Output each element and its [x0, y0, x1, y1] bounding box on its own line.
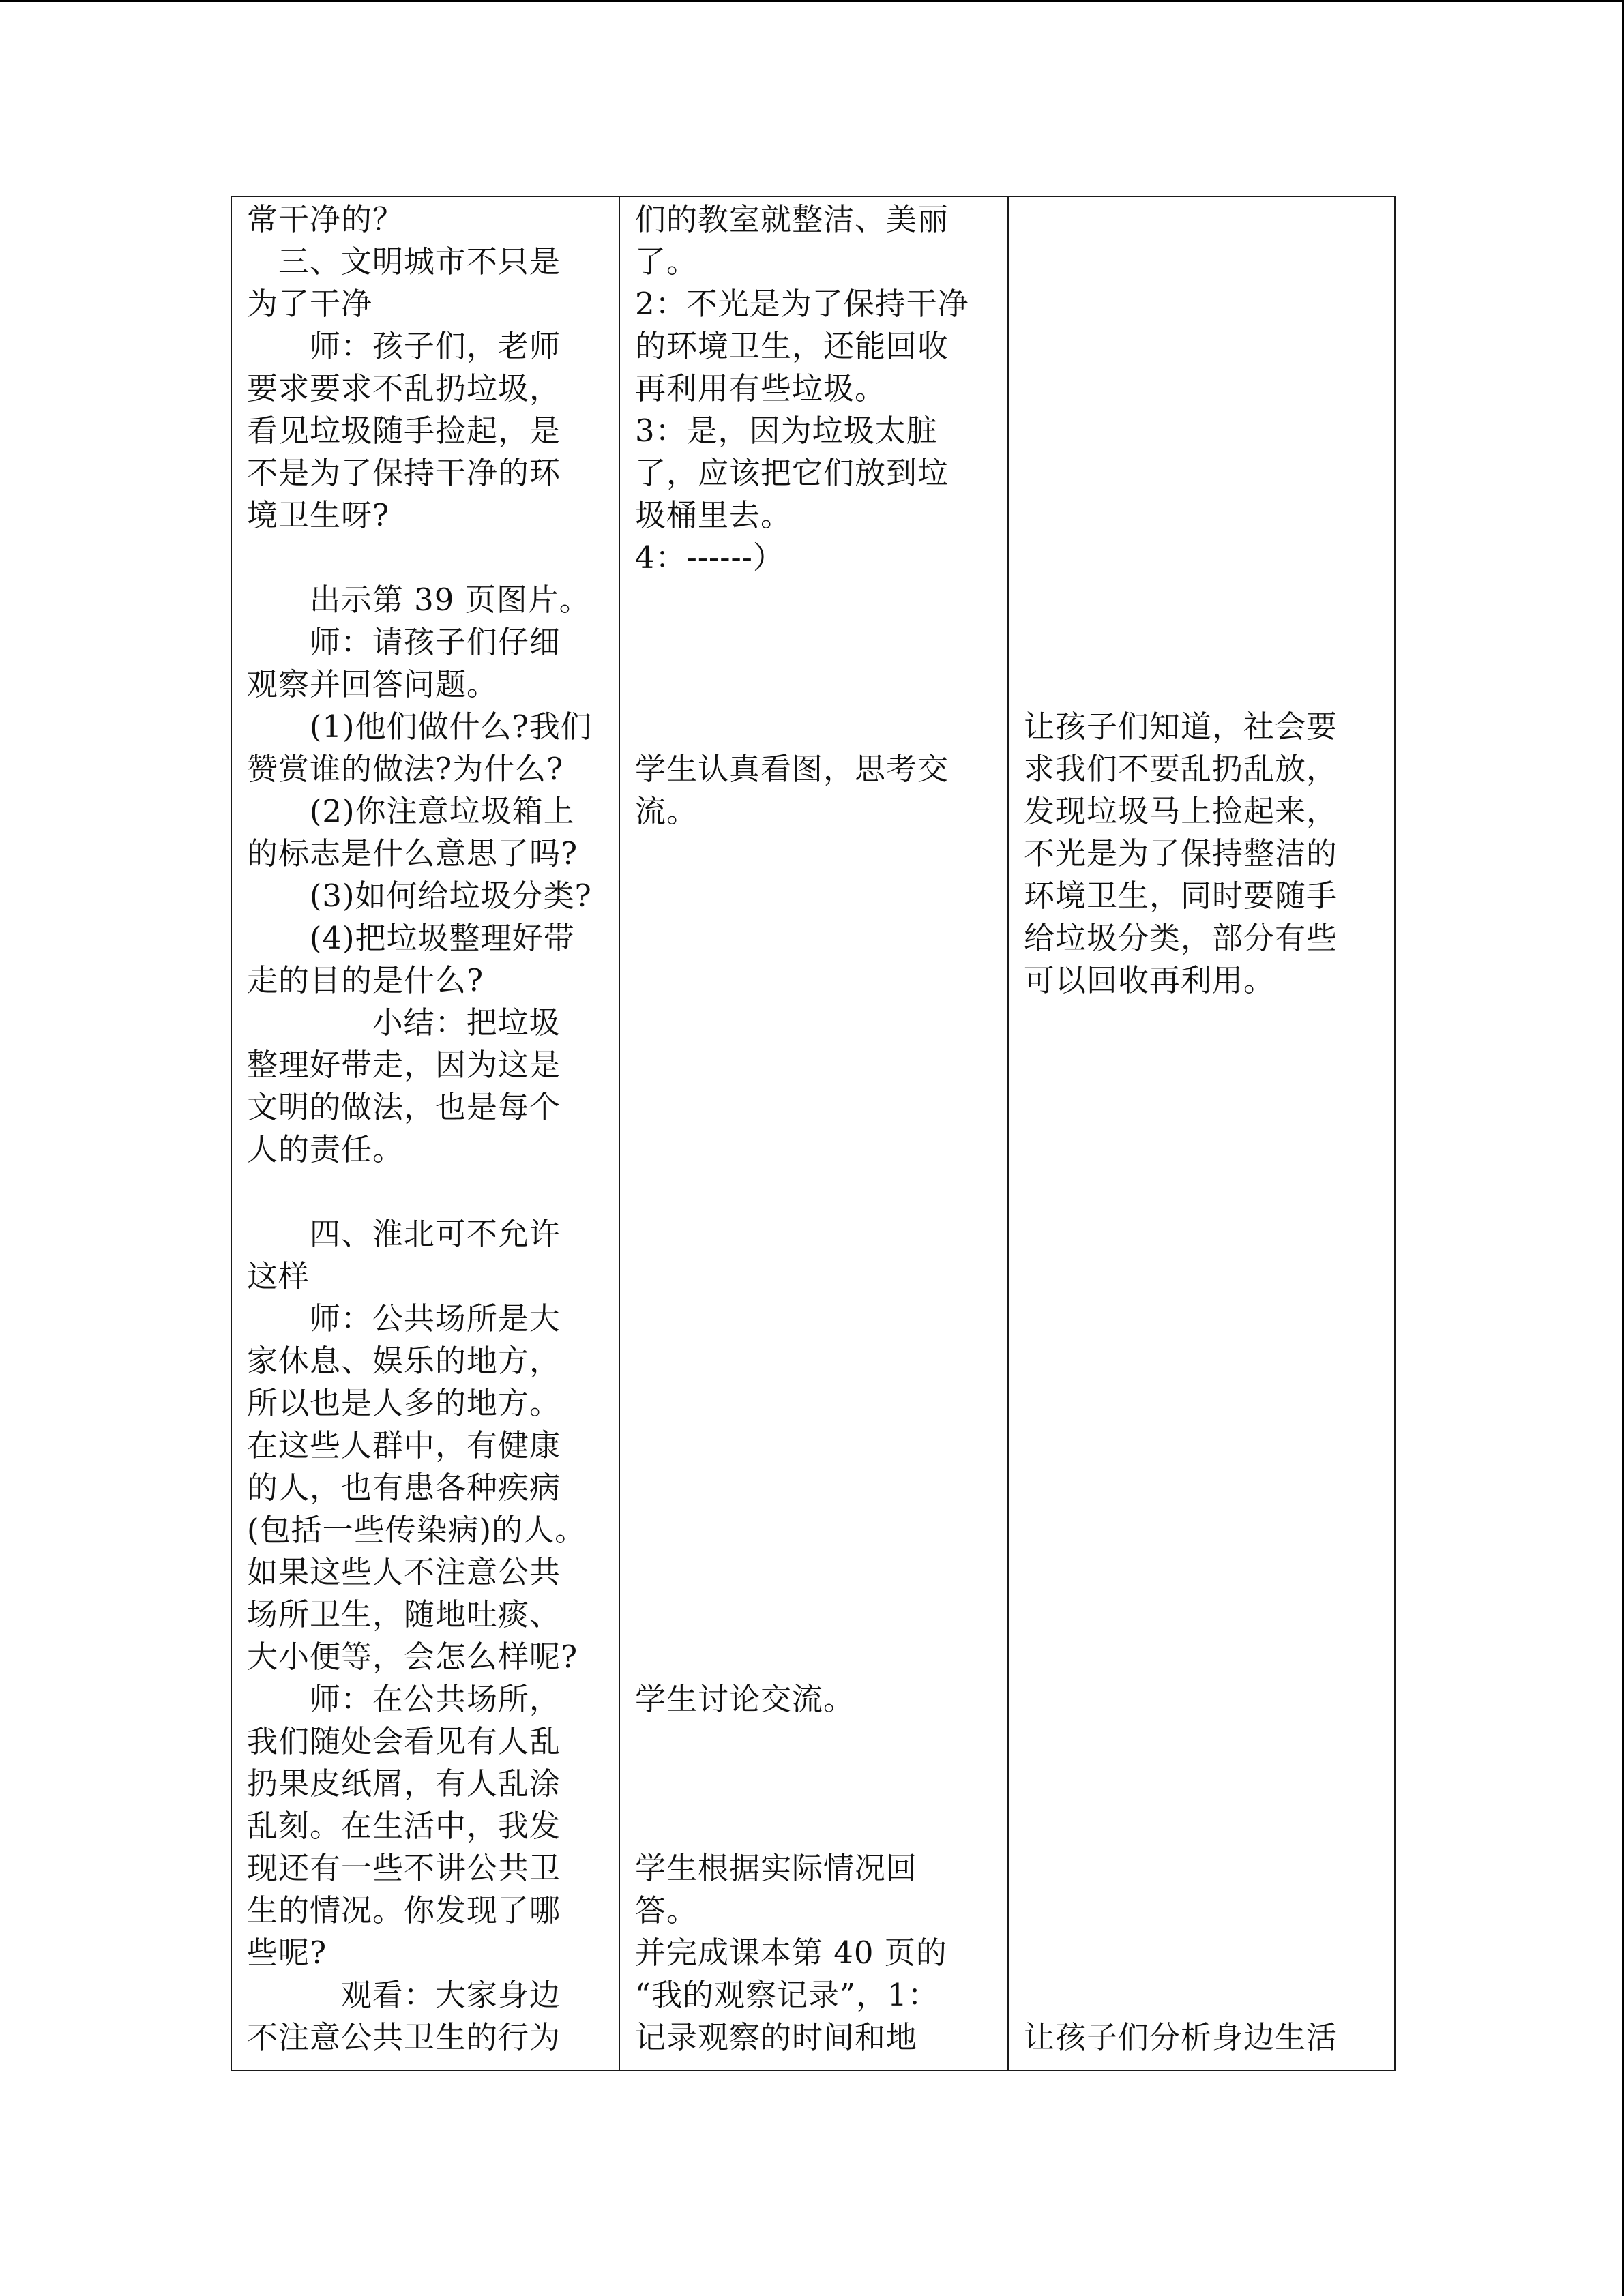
text-line: 境卫生呀? [247, 497, 390, 533]
text-line: 这样 [247, 1258, 310, 1294]
design-intent-cell [1008, 196, 1395, 2070]
text-line: 三、文明城市不只是 [247, 243, 561, 280]
lesson-plan-table [231, 196, 1396, 2071]
text-line: 的人，也有患各种疾病 [247, 1470, 561, 1506]
text-line: 扔果皮纸屑，有人乱涂 [247, 1765, 561, 1802]
text-line: 整理好带走，因为这是 [247, 1047, 561, 1083]
text-line: 求我们不要乱扔乱放， [1024, 751, 1338, 787]
text-line: “我的观察记录”，1： [635, 1977, 939, 2013]
text-line: 的环境卫生，还能回收 [635, 328, 949, 364]
text-line: 四、淮北可不允许 [247, 1216, 561, 1252]
table-row [231, 196, 1395, 2070]
text-line: 如果这些人不注意公共 [247, 1554, 561, 1590]
text-line: 要求要求不乱扔垃圾， [247, 370, 561, 406]
text-line: 人的责任。 [247, 1131, 404, 1167]
text-line: (包括一些传染病)的人。 [247, 1512, 587, 1548]
text-line: 师：在公共场所， [247, 1681, 561, 1717]
text-line: 我们随处会看见有人乱 [247, 1723, 561, 1759]
text-line: 些呢? [247, 1935, 327, 1971]
text-line: 答。 [635, 1892, 698, 1928]
text-line: 生的情况。你发现了哪 [247, 1892, 561, 1928]
text-line: 2：不光是为了保持干净 [635, 286, 969, 322]
text-line: 学生认真看图，思考交 [635, 751, 949, 787]
text-line: 出示第 39 页图片。 [247, 582, 591, 618]
text-line: 赞赏谁的做法?为什么? [247, 751, 564, 787]
text-line: 3：是，因为垃圾太脏 [635, 413, 938, 449]
text-line: 所以也是人多的地方。 [247, 1385, 561, 1421]
text-line: 让孩子们知道，社会要 [1024, 709, 1338, 745]
text-line: 师：孩子们，老师 [247, 328, 561, 364]
text-line: (1)他们做什么?我们 [247, 709, 592, 745]
text-line: 学生讨论交流。 [635, 1681, 855, 1717]
text-line: 发现垃圾马上捡起来， [1024, 793, 1338, 829]
text-line: 现还有一些不讲公共卫 [247, 1850, 561, 1886]
text-line: 再利用有些垃圾。 [635, 370, 887, 406]
text-line: 小结：把垃圾 [247, 1004, 561, 1041]
text-line: 看见垃圾随手捡起，是 [247, 413, 561, 449]
text-line: 让孩子们分析身边生活 [1024, 2019, 1338, 2055]
text-line: 不是为了保持干净的环 [247, 455, 561, 491]
text-line: 给垃圾分类，部分有些 [1024, 920, 1338, 956]
teacher-activity-cell [231, 196, 619, 2070]
design-intent-text [1009, 197, 1394, 2070]
text-line: 可以回收再利用。 [1024, 962, 1275, 998]
student-activity-cell [619, 196, 1008, 2070]
text-line: (3)如何给垃圾分类? [247, 878, 592, 914]
text-line: 场所卫生，随地吐痰、 [247, 1596, 561, 1632]
text-line: 观看：大家身边 [247, 1977, 561, 2013]
text-line: 走的目的是什么? [247, 962, 484, 998]
student-activity-text [620, 197, 1007, 2070]
text-line: 并完成课本第 40 页的 [635, 1935, 947, 1971]
text-line: 乱刻。在生活中，我发 [247, 1808, 561, 1844]
text-line: 们的教室就整洁、美丽 [635, 201, 949, 237]
text-line: 了。 [635, 243, 698, 280]
text-line: 环境卫生，同时要随手 [1024, 878, 1338, 914]
text-line: 圾桶里去。 [635, 497, 793, 533]
text-line: 大小便等，会怎么样呢? [247, 1639, 578, 1675]
text-line: (2)你注意垃圾箱上 [247, 793, 575, 829]
text-line: 文明的做法，也是每个 [247, 1089, 561, 1125]
teacher-activity-text [232, 197, 619, 2070]
text-line: 家休息、娱乐的地方， [247, 1343, 561, 1379]
text-line: (4)把垃圾整理好带 [247, 920, 575, 956]
text-line: 不光是为了保持整洁的 [1024, 835, 1338, 871]
text-line: 观察并回答问题。 [247, 666, 499, 702]
text-line: 了，应该把它们放到垃 [635, 455, 949, 491]
text-line: 在这些人群中，有健康 [247, 1427, 561, 1463]
text-line: 为了干净 [247, 286, 373, 322]
text-line: 不注意公共卫生的行为 [247, 2019, 561, 2055]
text-line: 的标志是什么意思了吗? [247, 835, 578, 871]
text-line: 常干净的？ [247, 201, 404, 237]
text-line: 流。 [635, 793, 698, 829]
text-line: 记录观察的时间和地 [635, 2019, 918, 2055]
page-top-border [0, 0, 1624, 2]
text-line: 师：公共场所是大 [247, 1300, 561, 1337]
text-line: 4：------） [635, 539, 784, 576]
text-line: 学生根据实际情况回 [635, 1850, 918, 1886]
text-line: 师：请孩子们仔细 [247, 624, 561, 660]
